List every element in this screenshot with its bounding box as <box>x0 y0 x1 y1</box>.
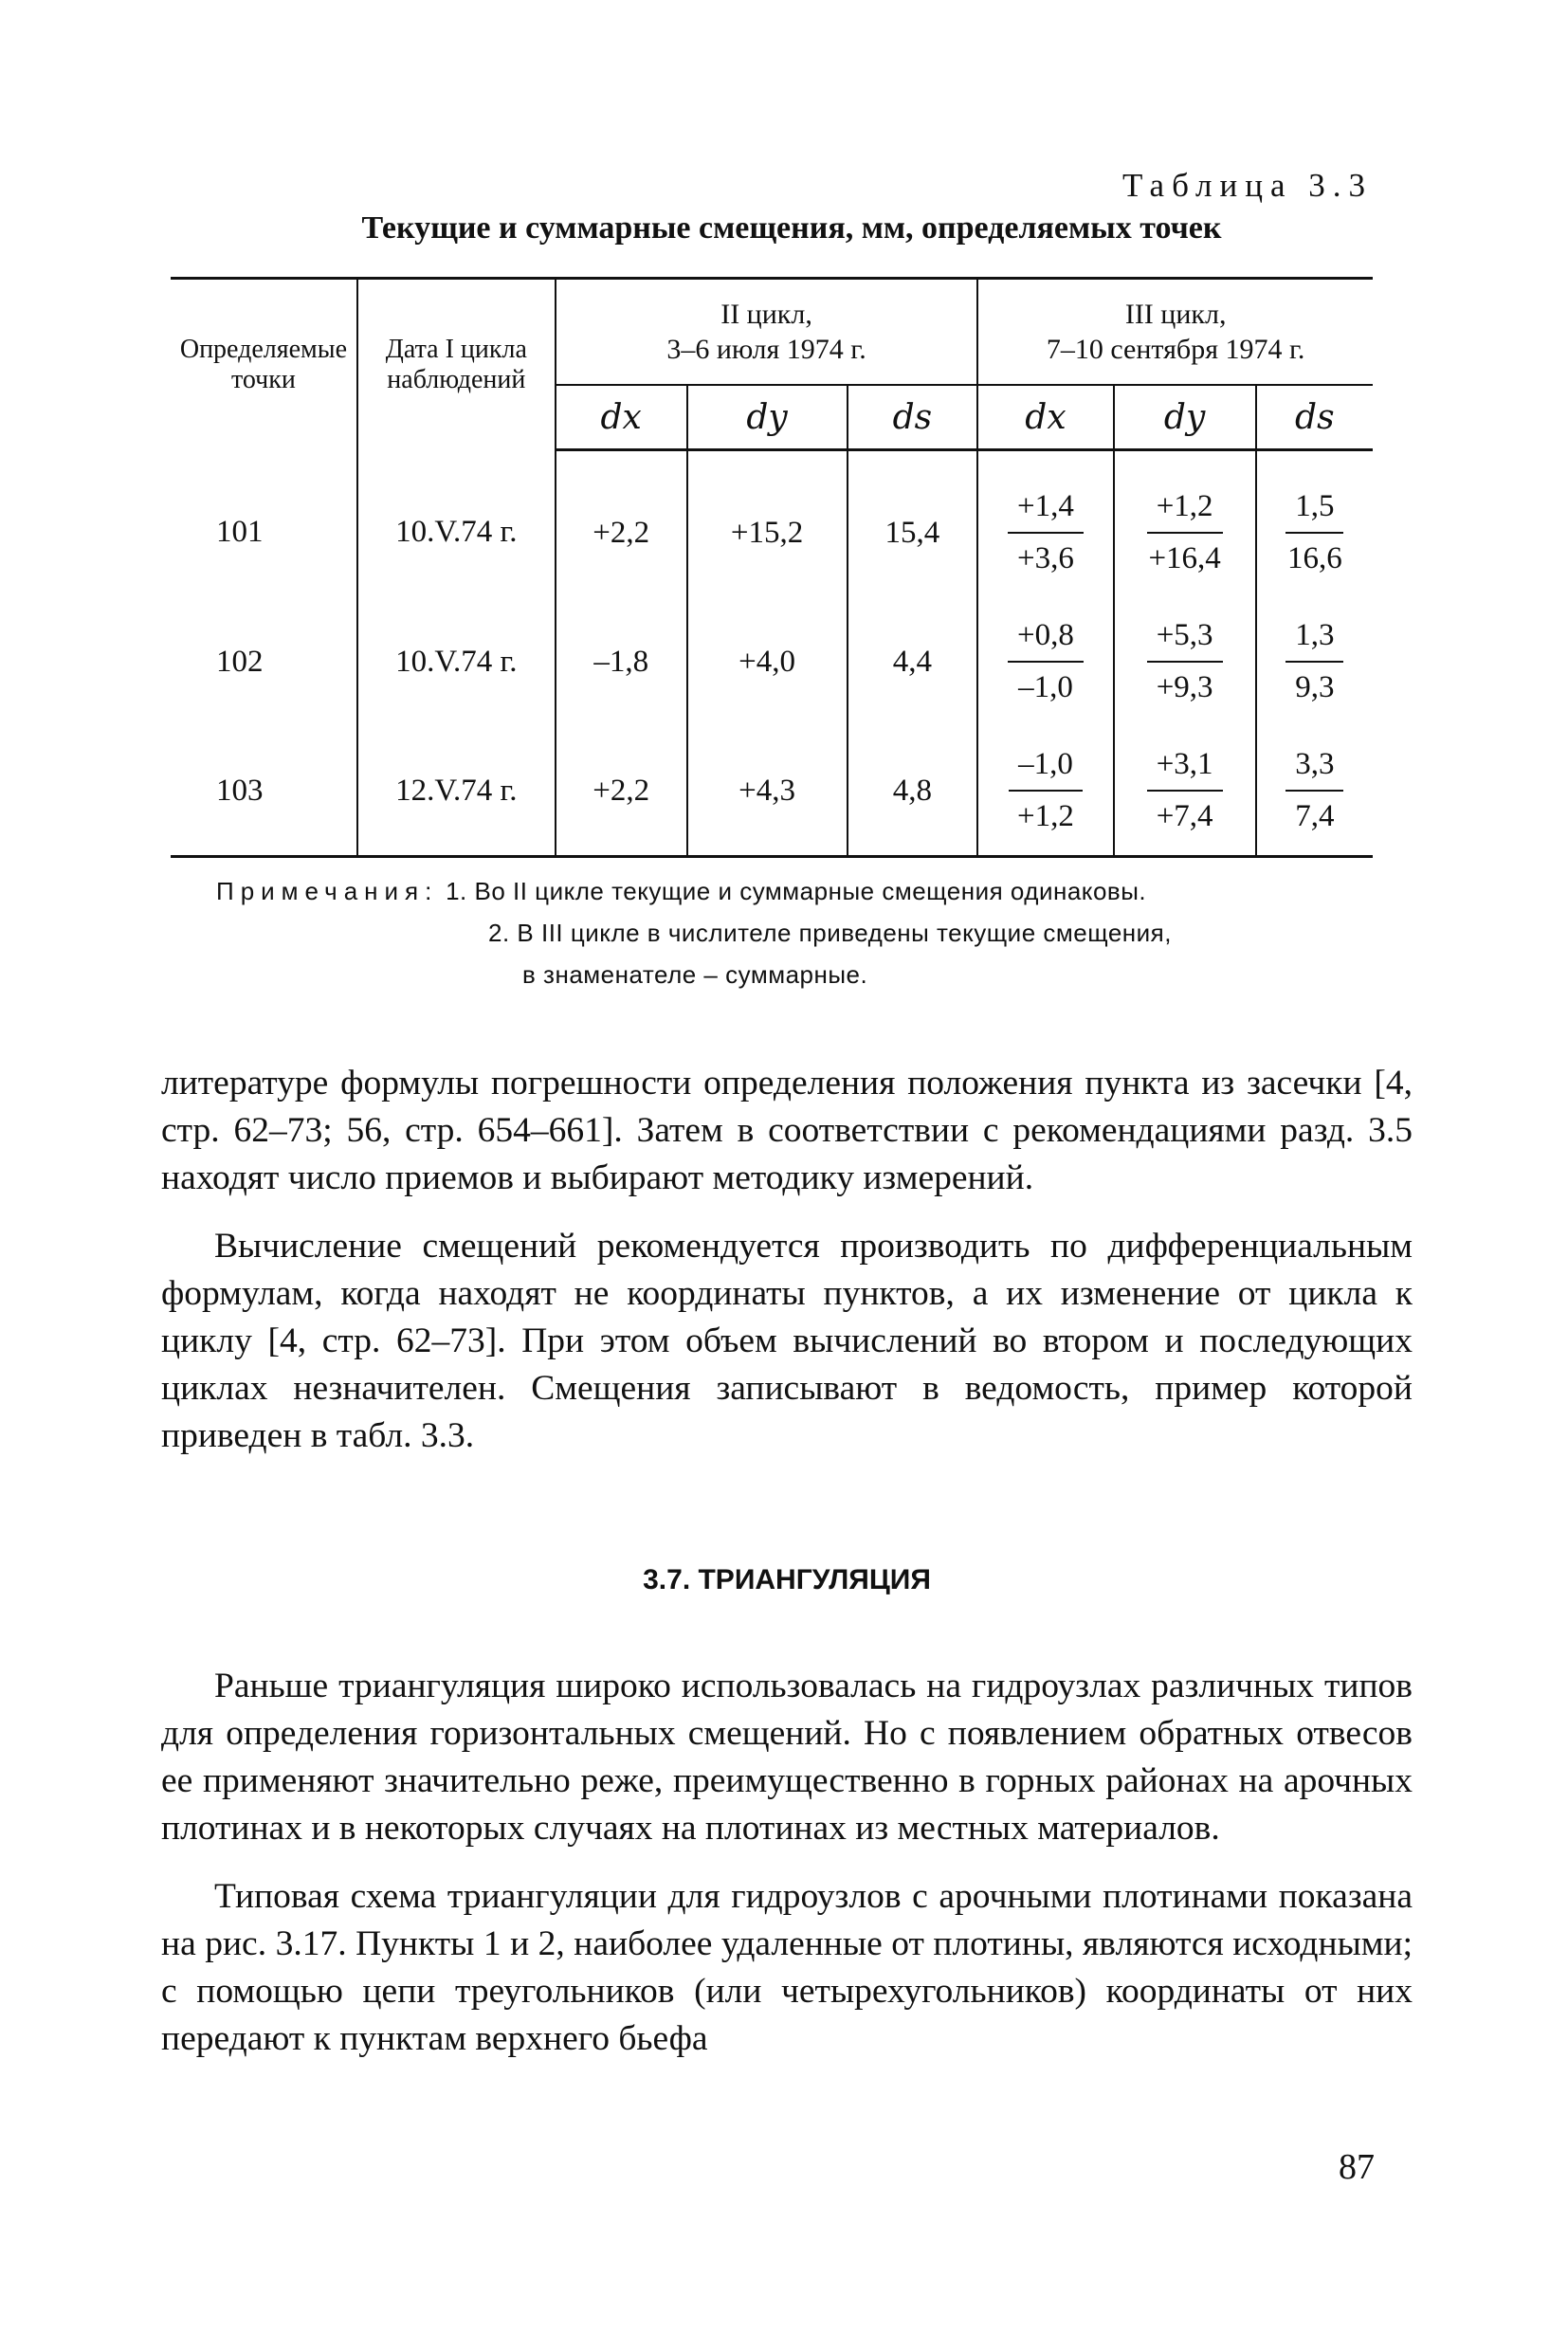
note-3: в знаменателе – суммарные. <box>522 960 868 989</box>
c2-dx-cell: –1,8 <box>556 597 687 726</box>
table-row <box>171 726 1373 857</box>
cycle-3-name: III цикл, <box>1124 298 1227 330</box>
subheader-c3-dx: dx <box>977 385 1113 450</box>
point-cell: 102 <box>216 644 264 679</box>
fraction-denominator: 16,6 <box>1286 541 1342 575</box>
c2-ds-cell: 15,4 <box>848 450 978 598</box>
paragraph-2: Вычисление смещений рекомендуется производить по дифференциальным формулам, когда находят не координаты пунктов, а их изменение от цикла к циклу [4, стр. 62–73]. При этом объем вычислений во втором и последующих циклах незначителен. Смещения записывают в ведомость, пример которой приведен в табл. 3.3. <box>161 1227 1413 1455</box>
c3-dx-cell <box>977 450 1113 598</box>
subheader-c2-ds: ds <box>848 385 978 450</box>
cycle-2-name: II цикл, <box>720 298 812 330</box>
page-number: 87 <box>1339 2147 1375 2187</box>
table-notes <box>216 870 1382 995</box>
c2-dy-cell: +15,2 <box>687 450 848 598</box>
fraction-numerator: +1,2 <box>1147 487 1223 534</box>
fraction-numerator: +5,3 <box>1147 616 1223 663</box>
fraction-denominator: +1,2 <box>1017 799 1074 833</box>
c2-dx-cell: +2,2 <box>556 450 687 598</box>
c3-dy-cell <box>1114 450 1256 598</box>
table-row <box>171 597 1373 726</box>
fraction-numerator: +3,1 <box>1147 745 1223 792</box>
table-row <box>171 450 1373 598</box>
paragraph-1: литературе формулы погрешности определения положения пункта из засечки [4, стр. 62–73; 56, стр. 654–661]. Затем в соответствии с рекомендациями разд. 3.5 находят число приемов и выбирают методику измерений. <box>161 1064 1413 1197</box>
fraction-numerator: –1,0 <box>1009 745 1083 792</box>
header-cycle-2 <box>556 279 978 386</box>
text-block-lower <box>161 1663 1413 2063</box>
c3-dy-cell <box>1114 597 1256 726</box>
c3-dx-cell <box>977 726 1113 857</box>
note-1-line <box>216 870 1382 912</box>
section-heading: 3.7. ТРИАНГУЛЯЦИЯ <box>643 1564 931 1595</box>
header-points: Определяемые точки <box>171 279 357 450</box>
subheader-c2-dy: dy <box>687 385 848 450</box>
c3-ds-cell <box>1256 597 1373 726</box>
fraction-numerator: +0,8 <box>1008 616 1084 663</box>
header-cycle-3 <box>977 279 1373 386</box>
paragraph-4: Типовая схема триангуляции для гидроузлов с арочными плотинами показана на рис. 3.17. Пункты 1 и 2, наиболее удаленные от плотины, являются исходными; с помощью цепи треугольников (или четырехугольников) координаты от них передают к пунктам верхнего бьефа <box>161 1877 1413 2058</box>
fraction-denominator: 7,4 <box>1295 799 1335 833</box>
c3-dy-cell <box>1114 726 1256 857</box>
table-title: Текущие и суммарные смещения, мм, определяемых точек <box>361 210 1222 246</box>
date-cell: 10.V.74 г. <box>357 450 556 598</box>
table-label: Таблица 3.3 <box>1122 167 1373 204</box>
fraction-numerator: 3,3 <box>1285 745 1343 792</box>
c2-ds-cell: 4,4 <box>848 597 978 726</box>
note-2: 2. В III цикле в числителе приведены текущие смещения, <box>488 919 1172 947</box>
note-1: 1. Во II цикле текущие и суммарные смещения одинаковы. <box>446 877 1147 905</box>
cycle-3-date: 7–10 сентября 1974 г. <box>1046 334 1305 365</box>
header-date: Дата I цикла наблюдений <box>357 279 556 450</box>
date-cell: 12.V.74 г. <box>357 726 556 857</box>
point-cell: 103 <box>171 726 357 857</box>
fraction-denominator: +7,4 <box>1156 799 1213 833</box>
c3-ds-cell <box>1256 450 1373 598</box>
text-block-upper <box>161 1060 1413 1460</box>
paragraph-3: Раньше триангуляция широко использовалась на гидроузлах различных типов для определения горизонтальных смещений. Но с появлением обратных отвесов ее применяют значительно реже, преимущественно в горных районах на арочных плотинах и в некоторых случаях на плотинах из местных материалов. <box>161 1667 1413 1848</box>
fraction-denominator: 9,3 <box>1295 670 1335 704</box>
c2-dx-cell: +2,2 <box>556 726 687 857</box>
c3-dx-cell <box>977 597 1113 726</box>
fraction-denominator: –1,0 <box>1018 670 1073 704</box>
c2-ds-cell: 4,8 <box>848 726 978 857</box>
subheader-c3-ds: ds <box>1256 385 1373 450</box>
date-cell: 10.V.74 г. <box>357 597 556 726</box>
fraction-denominator: +9,3 <box>1156 670 1213 704</box>
subheader-c3-dy: dy <box>1114 385 1256 450</box>
displacement-table <box>171 277 1373 858</box>
subheader-c2-dx: dx <box>556 385 687 450</box>
fraction-numerator: 1,3 <box>1285 616 1343 663</box>
notes-label: Примечания: <box>216 877 439 905</box>
cycle-2-date: 3–6 июля 1974 г. <box>666 334 866 365</box>
fraction-numerator: +1,4 <box>1008 487 1084 534</box>
c2-dy-cell: +4,3 <box>687 726 848 857</box>
c3-ds-cell <box>1256 726 1373 857</box>
fraction-denominator: +16,4 <box>1148 541 1221 575</box>
fraction-numerator: 1,5 <box>1285 487 1343 534</box>
point-cell: 101 <box>216 514 264 549</box>
c2-dy-cell: +4,0 <box>687 597 848 726</box>
fraction-denominator: +3,6 <box>1017 541 1074 575</box>
